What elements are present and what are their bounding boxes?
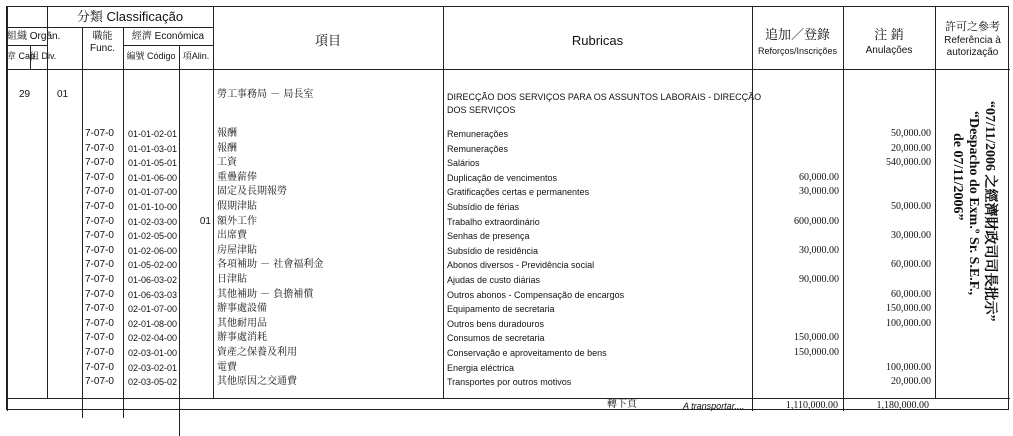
row-name-cn: 固定及長期報勞 [217, 186, 287, 198]
row-func: 7-07-0 [85, 274, 114, 285]
row-anulacao: 100,000.00 [886, 361, 931, 373]
row-name-cn: 各項補助 － 社會福利金 [217, 259, 324, 271]
row-codigo: 01-06-03-03 [127, 289, 177, 300]
footer-anulacoes-total: 1,180,000.00 [876, 400, 929, 411]
row-name-cn: 房屋津貼 [217, 244, 257, 256]
header-xiangmu: 項目 [314, 33, 341, 48]
row-func: 7-07-0 [85, 157, 114, 169]
row-func: 7-07-0 [85, 142, 114, 154]
table-row [7, 244, 1010, 259]
row-codigo: 02-01-08-00 [127, 318, 177, 329]
row-name-cn: 報酬 [217, 128, 237, 139]
header-anulacoes-cn: 注 銷 [874, 27, 904, 42]
footer-reforcos-total: 1,110,000.00 [785, 400, 838, 411]
row-func: 7-07-0 [85, 347, 114, 358]
row-func: 7-07-0 [85, 259, 114, 271]
table-row [7, 127, 1010, 142]
header-cap: 章 Cap. [7, 51, 38, 61]
row-name-cn: 辦事處設備 [217, 303, 267, 315]
table-row [7, 273, 1010, 288]
header-economica: 經濟 Económica [131, 31, 205, 42]
row-reforco: 150,000.00 [794, 347, 839, 358]
row-rubrica: Salários [447, 158, 480, 169]
row-rubrica: Subsídio de residência [447, 245, 539, 256]
table-row [7, 375, 1010, 390]
row-codigo: 01-02-03-00 [127, 216, 177, 227]
row-codigo: 01-01-10-00 [127, 202, 177, 212]
row-codigo: 02-01-07-00 [127, 304, 177, 315]
row-func: 7-07-0 [85, 361, 114, 373]
row-func: 7-07-0 [85, 244, 114, 256]
row-codigo: 02-03-02-01 [127, 362, 177, 373]
row-name-cn: 辦事處消耗 [217, 332, 267, 344]
table-row [7, 200, 1010, 215]
header-referencia2: autorização [946, 47, 999, 58]
row-anulacao: 20,000.00 [891, 142, 931, 154]
row-rubrica: Outros abonos - Compensação de encargos [447, 289, 625, 300]
row-anulacao: 540,000.00 [886, 157, 931, 169]
table-row [7, 317, 1010, 332]
row-anulacao: 60,000.00 [891, 288, 931, 300]
row-anulacao: 30,000.00 [891, 230, 931, 242]
row-rubrica: Subsídio de férias [447, 202, 520, 212]
header-classificacao: 分類 Classificação [76, 9, 184, 24]
row-reforco: 30,000.00 [799, 186, 839, 198]
row-rubrica: Transportes por outros motivos [447, 377, 572, 388]
row-name-cn: 其他原因之交通費 [217, 376, 297, 388]
row-func: 7-07-0 [85, 317, 114, 329]
header-referencia-cn: 許可之參考 [945, 21, 1000, 33]
table-row [7, 346, 1010, 361]
footer-label-pt: A transportar.... [683, 401, 745, 411]
row-rubrica: Remunerações [447, 129, 509, 139]
row-rubrica: Remunerações [447, 143, 509, 154]
header-codigo: 編號 Código [126, 51, 176, 61]
authorization-line-1: “07/11/2006 之經濟財政司司長批示” [982, 101, 997, 322]
row-codigo: 01-01-03-01 [127, 143, 177, 154]
row-name-cn: 額外工作 [217, 215, 257, 227]
header-referencia: Referência à [944, 35, 1001, 46]
header-func-cn: 職能 [92, 31, 113, 42]
row-rubrica: Senhas de presença [447, 231, 530, 242]
table-row [7, 142, 1010, 157]
row-name-cn: 其他補助 － 負擔補償 [217, 288, 314, 300]
row-codigo: 02-03-01-00 [127, 348, 177, 358]
row-anulacao: 150,000.00 [886, 303, 931, 315]
header-organ: 組織 Orgân. [7, 31, 61, 42]
row-name-cn: 日津貼 [217, 274, 247, 285]
footer-label-cn: 轉下頁 [607, 399, 637, 410]
row-rubrica: Conservação e aproveitamento de bens [447, 348, 607, 358]
table-row [7, 288, 1010, 303]
row-func: 7-07-0 [85, 215, 114, 227]
row-reforco: 30,000.00 [799, 244, 839, 256]
row-func: 7-07-0 [85, 230, 114, 242]
row-anulacao: 50,000.00 [891, 128, 931, 139]
row-divider [7, 398, 1010, 399]
table-row [7, 171, 1010, 186]
row-anulacao: 20,000.00 [891, 376, 931, 388]
header-reforcos-cn: 追加／登錄 [764, 27, 830, 42]
row-func: 7-07-0 [85, 201, 114, 212]
row-rubrica: Ajudas de custo diárias [447, 275, 541, 285]
row-name-cn: 出席費 [217, 230, 247, 242]
table-row [7, 185, 1010, 200]
row-name-cn: 重疊薪俸 [217, 171, 257, 183]
row-codigo: 02-03-05-02 [127, 377, 177, 388]
row-reforco: 150,000.00 [794, 332, 839, 344]
row-codigo: 01-02-06-00 [127, 245, 177, 256]
section-name-pt: DIRECÇÃO DOS SERVIÇOS PARA OS ASSUNTOS LABORAIS - DIRECÇÃO [447, 92, 762, 102]
row-rubrica: Duplicação de vencimentos [447, 172, 558, 183]
row-func: 7-07-0 [85, 332, 114, 344]
row-reforco: 600,000.00 [794, 215, 839, 227]
row-divider [7, 27, 213, 28]
row-func: 7-07-0 [85, 128, 114, 139]
table-row [7, 229, 1010, 244]
row-anulacao: 60,000.00 [891, 259, 931, 271]
authorization-line-3: de 07/11/2006” [950, 133, 965, 221]
row-reforco: 60,000.00 [799, 171, 839, 183]
header-func: Func. [89, 43, 115, 54]
row-func: 7-07-0 [85, 376, 114, 388]
header-anulacoes: Anulações [865, 45, 913, 56]
row-codigo: 01-01-06-00 [127, 172, 177, 183]
table-row [7, 331, 1010, 346]
row-codigo: 01-05-02-00 [127, 260, 177, 271]
header-div: 組 Div. [30, 51, 57, 61]
row-rubrica: Consumos de secretaria [447, 333, 545, 344]
row-rubrica: Trabalho extraordinário [447, 216, 540, 227]
table-row [7, 215, 1010, 230]
row-reforco: 90,000.00 [799, 274, 839, 285]
row-name-cn: 其他耐用品 [217, 317, 267, 329]
section-name-pt-2: DOS SERVIÇOS [447, 105, 516, 115]
row-func: 7-07-0 [85, 303, 114, 315]
row-rubrica: Equipamento de secretaria [447, 304, 555, 315]
row-rubrica: Outros bens duradouros [447, 318, 545, 329]
authorization-line-2: “Despacho do Exm.º Sr. S.E.F., [966, 111, 981, 296]
table-row [7, 258, 1010, 273]
row-func: 7-07-0 [85, 171, 114, 183]
header-reforcos: Reforços/Inscrições [757, 46, 838, 56]
section-name-cn: 勞工事務局 － 局長室 [217, 89, 314, 100]
authorization-reference [937, 99, 1009, 322]
row-codigo: 01-01-07-00 [127, 187, 177, 198]
header-alin: 項Alin. [182, 51, 210, 61]
table-row [7, 156, 1010, 171]
row-func: 7-07-0 [85, 186, 114, 198]
row-name-cn: 假期津貼 [217, 201, 257, 212]
row-rubrica: Abonos diversos - Previdência social [447, 260, 595, 271]
row-name-cn: 工資 [217, 157, 237, 169]
row-codigo: 02-02-04-00 [127, 333, 177, 344]
row-name-cn: 報酬 [217, 142, 237, 154]
header-rubricas: Rubricas [571, 33, 624, 48]
row-codigo: 01-01-02-01 [127, 129, 177, 139]
row-codigo: 01-06-03-02 [127, 275, 177, 285]
row-anulacao: 100,000.00 [886, 317, 931, 329]
section-div: 01 [57, 89, 69, 100]
row-divider [7, 69, 1010, 70]
row-codigo: 01-01-05-01 [127, 158, 177, 169]
table-row [7, 302, 1010, 317]
row-divider [7, 45, 47, 46]
row-alin: 01 [199, 215, 211, 227]
row-rubrica: Energia eléctrica [447, 362, 515, 373]
row-anulacao: 50,000.00 [891, 201, 931, 212]
table-row [7, 361, 1010, 376]
row-codigo: 01-02-05-00 [127, 231, 177, 242]
row-name-cn: 資產之保養及利用 [217, 347, 297, 358]
row-divider [123, 45, 213, 46]
row-rubrica: Gratificações certas e permanentes [447, 187, 590, 198]
row-name-cn: 電費 [217, 361, 237, 373]
row-func: 7-07-0 [85, 288, 114, 300]
budget-table [6, 6, 1009, 410]
section-cap: 29 [19, 89, 31, 100]
